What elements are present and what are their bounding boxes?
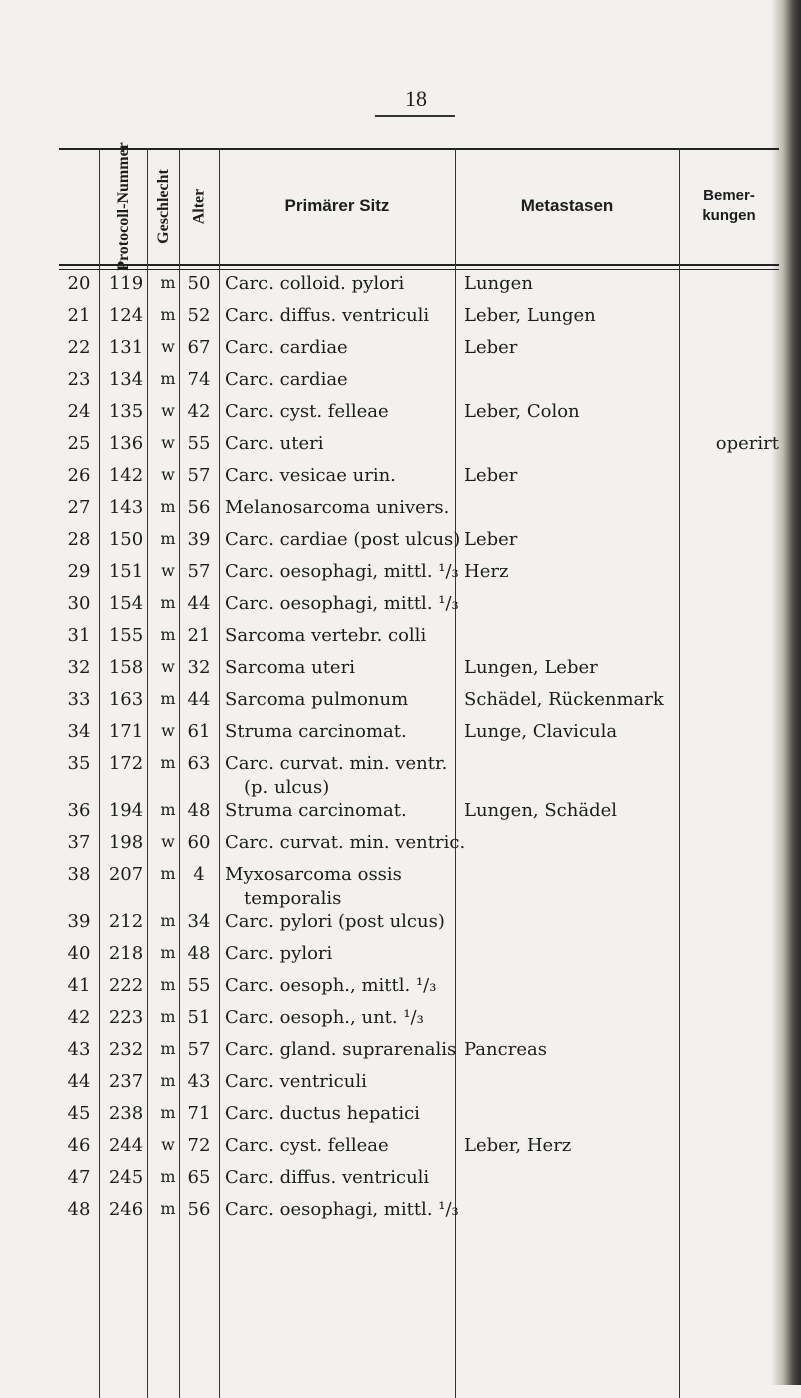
primary-site: Carc. pylori (post ulcus) [225,911,445,932]
table-row [59,1199,779,1230]
table-row [59,369,779,400]
protocol-number: 194 [108,800,144,821]
table-row [59,943,779,974]
protocol-number: 151 [108,561,144,582]
primary-site: Sarcoma uteri [225,657,355,678]
sex-value: m [160,1103,176,1122]
primary-site: Carc. curvat. min. ventric. [225,832,466,853]
row-number: 21 [67,305,91,326]
protocol-number: 246 [108,1199,144,1220]
sex-value: m [160,1007,176,1026]
primary-site: Carc. diffus. ventriculi [225,1167,430,1188]
protocol-number: 223 [108,1007,144,1028]
primary-site: Carc. curvat. min. ventr. [225,753,448,774]
table-row [59,721,779,752]
protocol-number: 136 [108,433,144,454]
row-number: 45 [67,1103,91,1124]
age-value: 60 [187,832,211,853]
sex-value: m [160,529,176,548]
primary-site: Carc. oesophagi, mittl. ¹/₃ [225,561,459,582]
age-value: 50 [187,273,211,294]
age-value: 57 [187,561,211,582]
age-value: 42 [187,401,211,422]
age-value: 51 [187,1007,211,1028]
table-row [59,529,779,560]
age-value: 63 [187,753,211,774]
sex-value: m [160,305,176,324]
row-number: 43 [67,1039,91,1060]
age-value: 48 [187,943,211,964]
metastases-value: Leber, Herz [464,1135,572,1156]
primary-site: Carc. oesoph., mittl. ¹/₃ [225,975,437,996]
table-row [59,465,779,496]
metastases-value: Pancreas [464,1039,547,1060]
primary-site: Carc. ductus hepatici [225,1103,420,1124]
primary-site: Carc. colloid. pylori [225,273,405,294]
protocol-number: 237 [108,1071,144,1092]
row-number: 31 [67,625,91,646]
protocol-number: 198 [108,832,144,853]
page-number-rule [375,115,455,117]
primary-site: Carc. diffus. ventriculi [225,305,430,326]
sex-value: w [161,1135,175,1154]
table-row [59,497,779,528]
primary-site: Myxosarcoma ossis [225,864,402,885]
row-number: 33 [67,689,91,710]
age-value: 32 [187,657,211,678]
table-row [59,657,779,688]
primary-site: Carc. cyst. felleae [225,401,389,422]
sex-value: m [160,689,176,708]
table-row [59,433,779,464]
primary-site: Melanosarcoma univers. [225,497,450,518]
protocol-number: 232 [108,1039,144,1060]
row-number: 28 [67,529,91,550]
sex-value: w [161,721,175,740]
protocol-number: 244 [108,1135,144,1156]
protocol-number: 131 [108,337,144,358]
metastases-value: Lungen [464,273,533,294]
age-value: 44 [187,689,211,710]
row-number: 48 [67,1199,91,1220]
protocol-number: 142 [108,465,144,486]
protocol-number: 238 [108,1103,144,1124]
age-value: 55 [187,975,211,996]
sex-value: w [161,561,175,580]
sex-value: m [160,864,176,883]
age-value: 65 [187,1167,211,1188]
tumor-table [59,141,779,1398]
table-row [59,832,779,863]
age-value: 56 [187,1199,211,1220]
metastases-value: Leber, Colon [464,401,580,422]
table-row [59,1007,779,1038]
primary-site: Carc. cyst. felleae [225,1135,389,1156]
table-row [59,864,779,909]
age-value: 61 [187,721,211,742]
primary-site: Struma carcinomat. [225,800,407,821]
row-number: 29 [67,561,91,582]
header-age: Alter [190,188,208,224]
age-value: 57 [187,1039,211,1060]
metastases-value: Leber [464,465,518,486]
table-row [59,1103,779,1134]
row-number: 32 [67,657,91,678]
row-number: 25 [67,433,91,454]
sex-value: m [160,1199,176,1218]
table-row [59,1039,779,1070]
age-value: 56 [187,497,211,518]
protocol-number: 158 [108,657,144,678]
row-number: 41 [67,975,91,996]
page-number: 18 [405,86,427,111]
header-protocol: Protocoll-Nummer [114,141,132,271]
table-row [59,593,779,624]
row-number: 36 [67,800,91,821]
sex-value: m [160,273,176,292]
row-number: 46 [67,1135,91,1156]
protocol-number: 154 [108,593,144,614]
primary-site: Carc. gland. suprarenalis [225,1039,457,1060]
age-value: 4 [193,864,205,885]
protocol-number: 171 [108,721,144,742]
table-row [59,753,779,798]
table-row [59,911,779,942]
protocol-number: 150 [108,529,144,550]
protocol-number: 212 [108,911,144,932]
row-number: 47 [67,1167,91,1188]
row-number: 39 [67,911,91,932]
sex-value: m [160,975,176,994]
age-value: 34 [187,911,211,932]
metastases-value: Schädel, Rückenmark [464,689,664,710]
age-value: 52 [187,305,211,326]
primary-site: Sarcoma vertebr. colli [225,625,427,646]
primary-site: Carc. oesoph., unt. ¹/₃ [225,1007,424,1028]
row-number: 20 [67,273,91,294]
remarks-value: operirt [715,433,779,454]
sex-value: m [160,753,176,772]
row-number: 40 [67,943,91,964]
table-row [59,337,779,368]
primary-site: Carc. vesicae urin. [225,465,396,486]
sex-value: m [160,369,176,388]
protocol-number: 207 [108,864,144,885]
protocol-number: 245 [108,1167,144,1188]
primary-site: Carc. cardiae [225,337,348,358]
row-number: 44 [67,1071,91,1092]
row-number: 34 [67,721,91,742]
header-rule [59,264,779,266]
metastases-value: Leber [464,529,518,550]
age-value: 21 [187,625,211,646]
header-metastases: Metastasen [520,196,614,215]
header-sex: Geschlecht [154,168,172,244]
header-primary: Primärer Sitz [284,196,390,215]
primary-site: Carc. oesophagi, mittl. ¹/₃ [225,593,459,614]
header-remarks: Bemer-kungen [702,187,756,224]
metastases-value: Lungen, Schädel [464,800,618,821]
sex-value: w [161,401,175,420]
row-number: 42 [67,1007,91,1028]
sex-value: m [160,593,176,612]
primary-site: Carc. ventriculi [225,1071,367,1092]
protocol-number: 143 [108,497,144,518]
sex-value: m [160,943,176,962]
table-row [59,305,779,336]
primary-site: Carc. oesophagi, mittl. ¹/₃ [225,1199,459,1220]
age-value: 43 [187,1071,211,1092]
sex-value: m [160,497,176,516]
protocol-number: 124 [108,305,144,326]
table-row [59,1071,779,1102]
table-row [59,1167,779,1198]
row-number: 27 [67,497,91,518]
sex-value: m [160,1071,176,1090]
row-number: 24 [67,401,91,422]
age-value: 44 [187,593,211,614]
row-number: 26 [67,465,91,486]
table-row [59,561,779,592]
primary-site: Carc. uteri [225,433,324,454]
primary-site-continued: temporalis [244,888,342,909]
protocol-number: 172 [108,753,144,774]
row-number: 30 [67,593,91,614]
age-value: 48 [187,800,211,821]
primary-site: Sarcoma pulmonum [225,689,409,710]
table-row [59,273,779,304]
row-number: 38 [67,864,91,885]
row-number: 23 [67,369,91,390]
protocol-number: 134 [108,369,144,390]
metastases-value: Herz [464,561,509,582]
sex-value: w [161,433,175,452]
row-number: 22 [67,337,91,358]
sex-value: m [160,1167,176,1186]
primary-site: Carc. cardiae (post ulcus) [225,529,461,550]
primary-site: Struma carcinomat. [225,721,407,742]
age-value: 39 [187,529,211,550]
table-row [59,1135,779,1166]
protocol-number: 218 [108,943,144,964]
table-row [59,689,779,720]
sex-value: m [160,625,176,644]
age-value: 57 [187,465,211,486]
header-rule-double [59,269,779,270]
sex-value: w [161,337,175,356]
metastases-value: Lungen, Leber [464,657,598,678]
sex-value: m [160,1039,176,1058]
age-value: 67 [187,337,211,358]
metastases-value: Leber [464,337,518,358]
metastases-value: Leber, Lungen [464,305,596,326]
protocol-number: 222 [108,975,144,996]
table-row [59,625,779,656]
primary-site-continued: (p. ulcus) [244,777,330,798]
age-value: 55 [187,433,211,454]
table-row [59,975,779,1006]
age-value: 71 [187,1103,211,1124]
primary-site: Carc. pylori [225,943,333,964]
age-value: 74 [187,369,211,390]
table-row [59,800,779,831]
age-value: 72 [187,1135,211,1156]
metastases-value: Lunge, Clavicula [464,721,618,742]
protocol-number: 155 [108,625,144,646]
protocol-number: 135 [108,401,144,422]
row-number: 35 [67,753,91,774]
primary-site: Carc. cardiae [225,369,348,390]
protocol-number: 163 [108,689,144,710]
sex-value: m [160,911,176,930]
sex-value: w [161,657,175,676]
sex-value: w [161,832,175,851]
table-row [59,401,779,432]
row-number: 37 [67,832,91,853]
sex-value: w [161,465,175,484]
protocol-number: 119 [108,273,144,294]
sex-value: m [160,800,176,819]
